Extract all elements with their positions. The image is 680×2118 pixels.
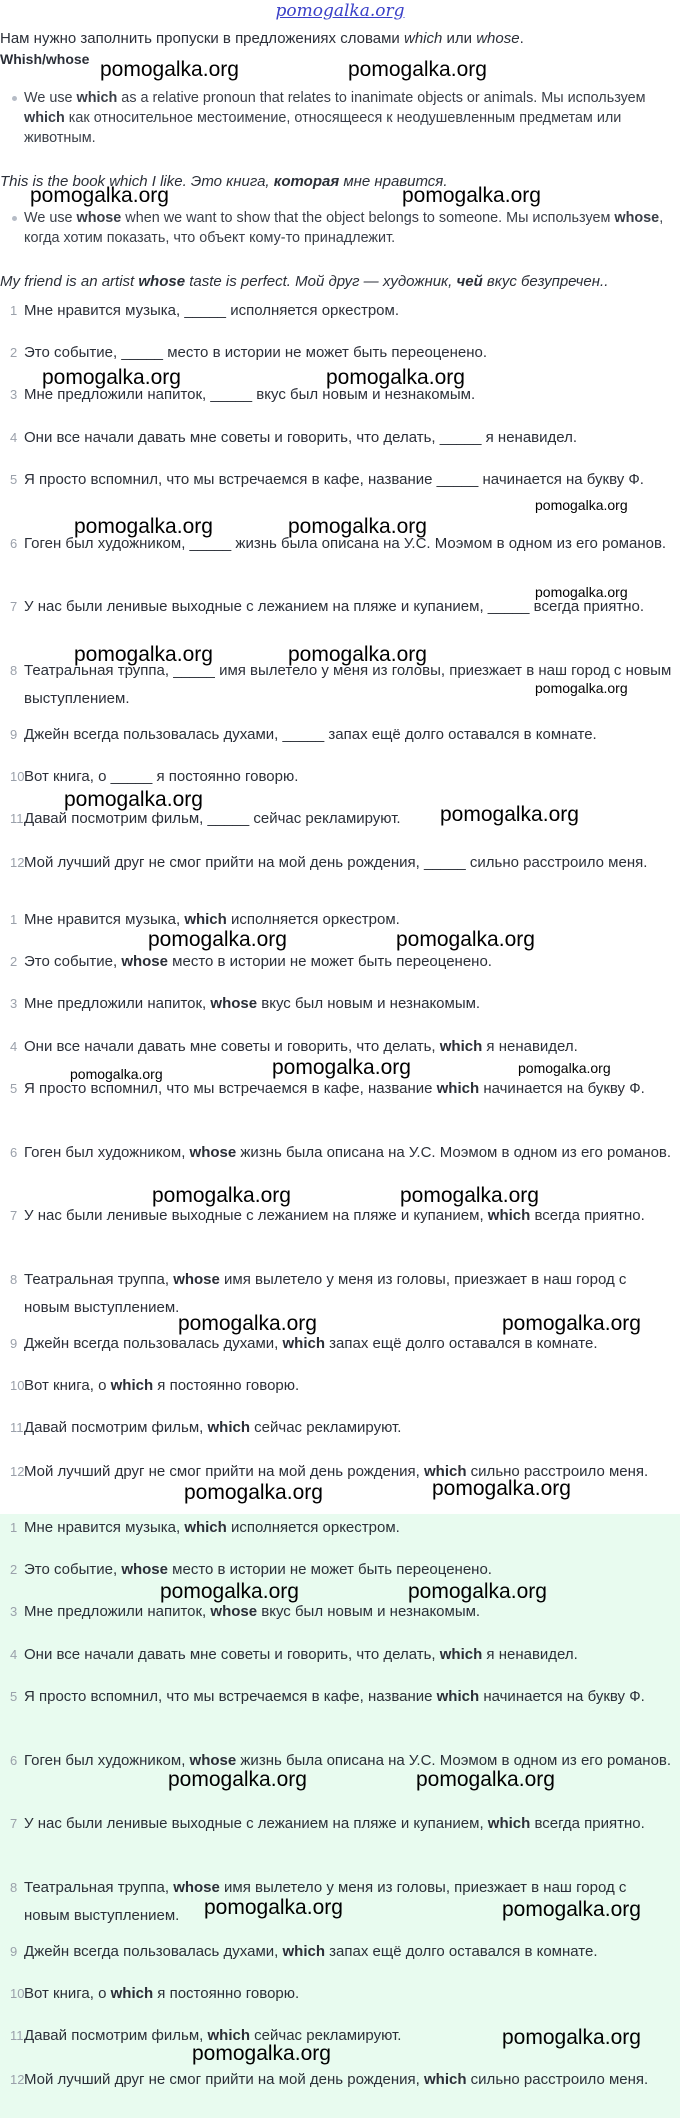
answer-item xyxy=(0,990,672,1018)
item-text: Мой лучший друг не смог прийти на мой день рождения, which сильно расстроило меня. xyxy=(24,2071,649,2088)
watermark: pomogalka.org xyxy=(432,1477,571,1500)
watermark: pomogalka.org xyxy=(152,1184,291,1207)
item-number: 2 xyxy=(10,345,18,360)
item-number: 3 xyxy=(10,1604,18,1619)
watermark: pomogalka.org xyxy=(400,1184,539,1207)
item-number: 12 xyxy=(10,855,25,870)
blank: _____ xyxy=(210,386,253,403)
watermark: pomogalka.org xyxy=(178,1312,317,1335)
answer-word: whose xyxy=(189,1144,237,1161)
watermark: pomogalka.org xyxy=(204,1896,343,1919)
watermark: pomogalka.org xyxy=(502,2026,641,2049)
item-text: Они все начали давать мне советы и говорить, что делать, which я ненавидел. xyxy=(24,1646,578,1663)
item-number: 12 xyxy=(10,2072,25,2087)
answer-word: which xyxy=(207,1419,251,1436)
watermark: pomogalka.org xyxy=(160,1580,299,1603)
item-number: 5 xyxy=(10,1081,18,1096)
task-text: Нам нужно заполнить пропуски в предложениях словами which или whose. xyxy=(0,30,524,47)
blank: _____ xyxy=(436,471,479,488)
item-text: Джейн всегда пользовалась духами, which запах ещё долго оставался в комнате. xyxy=(24,1943,598,1960)
example-which: This is the book which I like. Это книга, которая мне нравится. xyxy=(0,173,448,190)
blank: _____ xyxy=(121,344,164,361)
answer-word: which xyxy=(439,1038,483,1055)
item-number: 2 xyxy=(10,954,18,969)
question-item xyxy=(0,849,672,877)
item-text: Мне нравится музыка, which исполняется оркестром. xyxy=(24,911,400,928)
blank: _____ xyxy=(173,662,215,679)
item-number: 9 xyxy=(10,727,18,742)
answer-item xyxy=(0,948,672,976)
item-number: 11 xyxy=(10,2028,24,2043)
answer-item xyxy=(0,1810,672,1838)
item-text: Мне нравится музыка, _____ исполняется оркестром. xyxy=(24,302,399,319)
blank: _____ xyxy=(189,535,232,552)
item-text: Они все начали давать мне советы и говорить, что делать, which я ненавидел. xyxy=(24,1038,578,1055)
watermark: pomogalka.org xyxy=(402,184,541,207)
item-number: 8 xyxy=(10,663,18,678)
item-number: 10 xyxy=(10,769,25,784)
item-number: 5 xyxy=(10,1689,18,1704)
watermark: pomogalka.org xyxy=(30,184,169,207)
item-text: Мне предложили напиток, whose вкус был новым и незнакомым. xyxy=(24,1603,481,1620)
item-number: 5 xyxy=(10,472,18,487)
item-text: Это событие, whose место в истории не может быть переоценено. xyxy=(24,1561,492,1578)
item-text: Давай посмотрим фильм, which сейчас рекламируют. xyxy=(24,1419,402,1436)
answer-item xyxy=(0,2066,672,2094)
watermark: pomogalka.org xyxy=(326,366,465,389)
answer-word: whose xyxy=(121,1561,168,1578)
watermark: pomogalka.org xyxy=(74,515,213,538)
answer-word: which xyxy=(436,1688,480,1705)
item-text: Давай посмотрим фильм, which сейчас рекламируют. xyxy=(24,2027,402,2044)
answer-word: which xyxy=(487,1207,531,1224)
answer-word: whose xyxy=(121,953,168,970)
blank: _____ xyxy=(424,854,466,871)
item-number: 6 xyxy=(10,1753,18,1768)
watermark: pomogalka.org xyxy=(64,788,203,811)
answer-word: which xyxy=(184,911,227,928)
answer-item xyxy=(0,1139,672,1167)
answer-word: which xyxy=(424,1463,467,1480)
watermark: pomogalka.org xyxy=(42,366,181,389)
item-text: Мой лучший друг не смог прийти на мой день рождения, which сильно расстроило меня. xyxy=(24,1463,649,1480)
item-number: 10 xyxy=(10,1378,25,1393)
item-number: 7 xyxy=(10,1816,18,1831)
blank: _____ xyxy=(282,726,325,743)
item-number: 9 xyxy=(10,1336,18,1351)
watermark: pomogalka.org xyxy=(502,1312,641,1335)
answer-word: which xyxy=(184,1519,227,1536)
answer-item xyxy=(0,906,672,934)
item-text: Мой лучший друг не смог прийти на мой день рождения, _____ сильно расстроило меня. xyxy=(24,854,648,871)
answer-word: which xyxy=(424,2071,467,2088)
watermark: pomogalka.org xyxy=(348,58,487,81)
watermark: pomogalka.org xyxy=(70,1066,163,1082)
watermark: pomogalka.org xyxy=(168,1768,307,1791)
item-text: Я просто вспомнил, что мы встречаемся в кафе, название _____ начинается на букву Ф. xyxy=(24,471,644,488)
item-text: Гоген был художником, _____ жизнь была описана на У.С. Моэмом в одном из его романов. xyxy=(24,535,667,552)
answer-item xyxy=(0,1514,672,1542)
item-text: Я просто вспомнил, что мы встречаемся в кафе, название which начинается на букву Ф. xyxy=(24,1688,645,1705)
answer-item xyxy=(0,1556,672,1584)
item-number: 1 xyxy=(10,1520,18,1535)
watermark: pomogalka.org xyxy=(192,2042,331,2065)
watermark: pomogalka.org xyxy=(396,928,535,951)
item-text: У нас были ленивые выходные с лежанием на пляже и купанием, which всегда приятно. xyxy=(24,1207,645,1224)
example-whose: My friend is an artist whose taste is perfect. Мой друг — художник, чей вкус безупречен.. xyxy=(0,273,609,290)
item-text: Джейн всегда пользовалась духами, which запах ещё долго оставался в комнате. xyxy=(24,1335,598,1352)
blank: _____ xyxy=(110,768,153,785)
answer-item xyxy=(0,1202,672,1230)
item-number: 8 xyxy=(10,1880,18,1895)
answer-word: which xyxy=(487,1815,531,1832)
item-text: Театральная труппа, whose имя вылетело у меня из головы, приезжает в наш город с новым выступлением. xyxy=(24,1879,627,1924)
watermark: pomogalka.org xyxy=(288,643,427,666)
answer-item xyxy=(0,1414,672,1442)
item-number: 6 xyxy=(10,1145,18,1160)
item-text: Мне предложили напиток, _____ вкус был новым и незнакомым. xyxy=(24,386,476,403)
item-text: Это событие, whose место в истории не может быть переоценено. xyxy=(24,953,492,970)
answer-word: whose xyxy=(210,995,258,1012)
answer-word: which xyxy=(439,1646,483,1663)
question-item xyxy=(0,339,672,367)
watermark: pomogalka.org xyxy=(535,497,628,513)
question-item xyxy=(0,297,672,325)
item-number: 1 xyxy=(10,912,18,927)
item-number: 7 xyxy=(10,1208,18,1223)
watermark: pomogalka.org xyxy=(148,928,287,951)
item-text: У нас были ленивые выходные с лежанием на пляже и купанием, _____ всегда приятно. xyxy=(24,598,645,615)
watermark: pomogalka.org xyxy=(74,643,213,666)
item-text: У нас были ленивые выходные с лежанием на пляже и купанием, which всегда приятно. xyxy=(24,1815,645,1832)
answer-item xyxy=(0,1458,672,1486)
item-text: Гоген был художником, whose жизнь была описана на У.С. Моэмом в одном из его романов. xyxy=(24,1144,672,1161)
watermark: pomogalka.org xyxy=(184,1481,323,1504)
answer-word: which xyxy=(110,1377,154,1394)
item-number: 1 xyxy=(10,303,18,318)
item-number: 2 xyxy=(10,1562,18,1577)
rule-whose: We use whose when we want to show that the object belongs to someone. Мы используем whose, когда хотим показать, что объект кому-то принадлежит. xyxy=(12,208,680,248)
item-number: 4 xyxy=(10,1647,18,1662)
watermark: pomogalka.org xyxy=(535,680,628,696)
item-number: 3 xyxy=(10,387,18,402)
answer-item xyxy=(0,1641,672,1669)
item-number: 8 xyxy=(10,1272,18,1287)
watermark: pomogalka.org xyxy=(518,1060,611,1076)
answer-word: which xyxy=(282,1943,326,1960)
item-text: Театральная труппа, whose имя вылетело у меня из головы, приезжает в наш город с новым выступлением. xyxy=(24,1271,627,1316)
question-item xyxy=(0,424,672,452)
item-text: Вот книга, о which я постоянно говорю. xyxy=(24,1985,300,2002)
answer-item xyxy=(0,1747,672,1775)
item-text: Театральная труппа, _____ имя вылетело у меня из головы, приезжает в наш город с новым выступлением. xyxy=(24,662,672,707)
watermark: pomogalka.org xyxy=(440,803,579,826)
watermark: pomogalka.org xyxy=(100,58,239,81)
blank: _____ xyxy=(439,429,482,446)
answer-word: which xyxy=(110,1985,154,2002)
item-text: Вот книга, о which я постоянно говорю. xyxy=(24,1377,300,1394)
item-number: 9 xyxy=(10,1944,18,1959)
item-number: 6 xyxy=(10,536,18,551)
site-title[interactable]: pomogalka.org xyxy=(275,1,405,21)
item-text: Джейн всегда пользовалась духами, _____ запах ещё долго оставался в комнате. xyxy=(24,726,597,743)
topic-title: Whish/whose xyxy=(0,51,90,67)
item-number: 3 xyxy=(10,996,18,1011)
rule-which: We use which as a relative pronoun that relates to inanimate objects or animals. Мы используем which как относительное местоимение, относящееся к неодушевленным предметам или животным. xyxy=(12,88,680,148)
watermark: pomogalka.org xyxy=(416,1768,555,1791)
answer-item xyxy=(0,1938,672,1966)
item-number: 7 xyxy=(10,599,18,614)
question-item xyxy=(0,763,672,791)
question-item xyxy=(0,466,672,494)
item-text: Мне предложили напиток, whose вкус был новым и незнакомым. xyxy=(24,995,481,1012)
answer-word: which xyxy=(436,1080,480,1097)
answer-word: whose xyxy=(189,1752,237,1769)
answer-word: whose xyxy=(173,1271,220,1288)
answer-word: whose xyxy=(210,1603,258,1620)
answer-item xyxy=(0,1598,672,1626)
item-text: Они все начали давать мне советы и говорить, что делать, _____ я ненавидел. xyxy=(24,429,578,446)
item-number: 10 xyxy=(10,1986,25,2001)
answer-item xyxy=(0,1980,672,2008)
item-number: 12 xyxy=(10,1464,25,1479)
blank: _____ xyxy=(184,302,227,319)
blank: _____ xyxy=(207,810,250,827)
answer-word: which xyxy=(207,2027,251,2044)
item-text: Давай посмотрим фильм, _____ сейчас рекламируют. xyxy=(24,810,401,827)
item-number: 11 xyxy=(10,1420,24,1435)
watermark: pomogalka.org xyxy=(408,1580,547,1603)
answer-item xyxy=(0,1683,672,1711)
answer-word: which xyxy=(282,1335,326,1352)
watermark: pomogalka.org xyxy=(288,515,427,538)
item-text: Гоген был художником, whose жизнь была описана на У.С. Моэмом в одном из его романов. xyxy=(24,1752,672,1769)
item-number: 4 xyxy=(10,1039,18,1054)
watermark: pomogalka.org xyxy=(272,1056,411,1079)
blank: _____ xyxy=(487,598,530,615)
item-text: Я просто вспомнил, что мы встречаемся в кафе, название which начинается на букву Ф. xyxy=(24,1080,645,1097)
answer-word: whose xyxy=(173,1879,220,1896)
watermark: pomogalka.org xyxy=(502,1898,641,1921)
item-text: Мне нравится музыка, which исполняется оркестром. xyxy=(24,1519,400,1536)
item-text: Это событие, _____ место в истории не может быть переоценено. xyxy=(24,344,487,361)
item-number: 11 xyxy=(10,811,24,826)
answer-item xyxy=(0,1372,672,1400)
item-text: Вот книга, о _____ я постоянно говорю. xyxy=(24,768,299,785)
item-number: 4 xyxy=(10,430,18,445)
question-item xyxy=(0,721,672,749)
watermark: pomogalka.org xyxy=(535,584,628,600)
